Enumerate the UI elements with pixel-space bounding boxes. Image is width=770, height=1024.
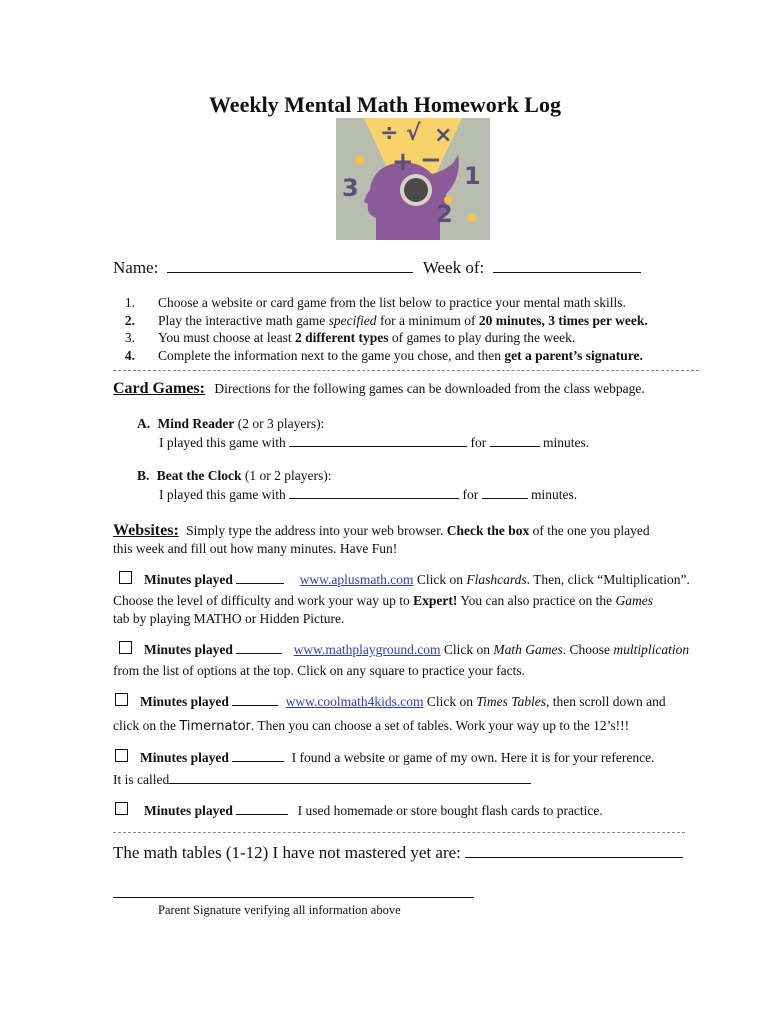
svg-text:÷: ÷ xyxy=(380,121,399,146)
page-title: Weekly Mental Math Homework Log xyxy=(209,92,561,117)
site-mathplayground-line2: from the list of options at the top. Click on any square to practice your facts. xyxy=(113,663,526,678)
card-games-header xyxy=(113,380,645,398)
svg-text:1: 1 xyxy=(464,162,481,190)
divider xyxy=(113,370,699,371)
card-game-b: B. Beat the Clock (1 or 2 players): xyxy=(137,468,332,483)
math-head-clipart xyxy=(336,118,490,240)
flash-cards-checkbox[interactable] xyxy=(115,802,128,815)
played-with-field[interactable] xyxy=(289,486,459,499)
site-aplusmath-line2: Choose the level of difficulty and work your way up to Expert! You can also practice on the Games xyxy=(113,593,654,608)
minutes-field[interactable] xyxy=(482,486,528,499)
coolmath4kids-link[interactable]: www.coolmath4kids.com xyxy=(285,694,424,709)
card-games-heading: Card Games: xyxy=(113,380,205,397)
week-label: Week of: xyxy=(422,258,485,277)
divider xyxy=(113,832,685,833)
site-mathplayground: Minutes played www.mathplayground.com Click on Math Games. Choose multiplication xyxy=(119,641,689,658)
instructions-list xyxy=(113,294,648,364)
websites-intro-line2: this week and fill out how many minutes. Have Fun! xyxy=(113,541,398,556)
name-week-line xyxy=(113,258,641,278)
tables-field[interactable] xyxy=(465,843,683,858)
minutes-field[interactable] xyxy=(490,434,540,447)
signature-caption: Parent Signature verifying all information above xyxy=(158,903,401,917)
mathplayground-link[interactable]: www.mathplayground.com xyxy=(293,642,441,657)
played-with-field[interactable] xyxy=(289,434,467,447)
svg-text:2: 2 xyxy=(436,200,453,228)
svg-text:3: 3 xyxy=(342,174,359,202)
card-games-directions: Directions for the following games can be downloaded from the class webpage. xyxy=(214,381,645,396)
site-coolmath4kids: Minutes played www.coolmath4kids.com Click on Times Tables, then scroll down and xyxy=(115,693,666,710)
tables-line: The math tables (1-12) I have not mastered yet are: xyxy=(113,843,683,863)
name-label: Name: xyxy=(113,258,159,277)
signature-line[interactable] xyxy=(113,897,474,898)
own-site-checkbox[interactable] xyxy=(115,749,128,762)
site-coolmath4kids-line2: click on the Timernator. Then you can choose a set of tables. Work your way up to the 12’s!!! xyxy=(113,718,630,734)
svg-text:×: × xyxy=(434,123,453,148)
svg-text:+: + xyxy=(392,147,414,177)
card-game-a-log: I played this game with for minutes. xyxy=(159,435,590,450)
minutes-field[interactable] xyxy=(232,693,278,706)
name-field[interactable] xyxy=(167,258,413,273)
card-game-b-log: I played this game with for minutes. xyxy=(159,487,578,502)
minutes-field[interactable] xyxy=(236,802,288,815)
card-game-a: A. Mind Reader (2 or 3 players): xyxy=(137,416,325,431)
instruction-item: 3. You must choose at least 2 different types of games to play during the week. xyxy=(124,330,576,345)
websites-header: Websites: Simply type the address into your web browser. Check the box of the one you played xyxy=(113,522,650,539)
site-aplusmath: Minutes played www.aplusmath.com Click on Flashcards. Then, click “Multiplication”. xyxy=(119,571,690,588)
flash-cards: Minutes played I used homemade or store bought flash cards to practice. xyxy=(115,802,603,819)
site-aplusmath-line3: tab by playing MATHO or Hidden Picture. xyxy=(113,611,345,626)
instruction-item: 2. Play the interactive math game specified for a minimum of 20 minutes, 3 times per week. xyxy=(124,312,648,328)
minutes-field[interactable] xyxy=(236,641,282,654)
svg-text:−: − xyxy=(420,145,442,175)
svg-text:√: √ xyxy=(406,121,421,146)
websites-heading: Websites: xyxy=(113,522,179,539)
coolmath4kids-checkbox[interactable] xyxy=(115,693,128,706)
week-field[interactable] xyxy=(493,258,641,273)
own-site-name-field[interactable] xyxy=(169,771,531,784)
minutes-field[interactable] xyxy=(232,749,284,762)
aplusmath-link[interactable]: www.aplusmath.com xyxy=(299,572,414,587)
minutes-field[interactable] xyxy=(236,571,284,584)
instruction-item: 4. Complete the information next to the game you chose, and then get a parent’s signature. xyxy=(124,347,643,363)
own-site-line2: It is called xyxy=(113,771,531,788)
own-site: Minutes played I found a website or game of my own. Here it is for your reference. xyxy=(115,749,655,766)
aplusmath-checkbox[interactable] xyxy=(119,571,132,584)
mathplayground-checkbox[interactable] xyxy=(119,641,132,654)
instruction-item: 1. Choose a website or card game from the list below to practice your mental math skills. xyxy=(124,295,626,310)
